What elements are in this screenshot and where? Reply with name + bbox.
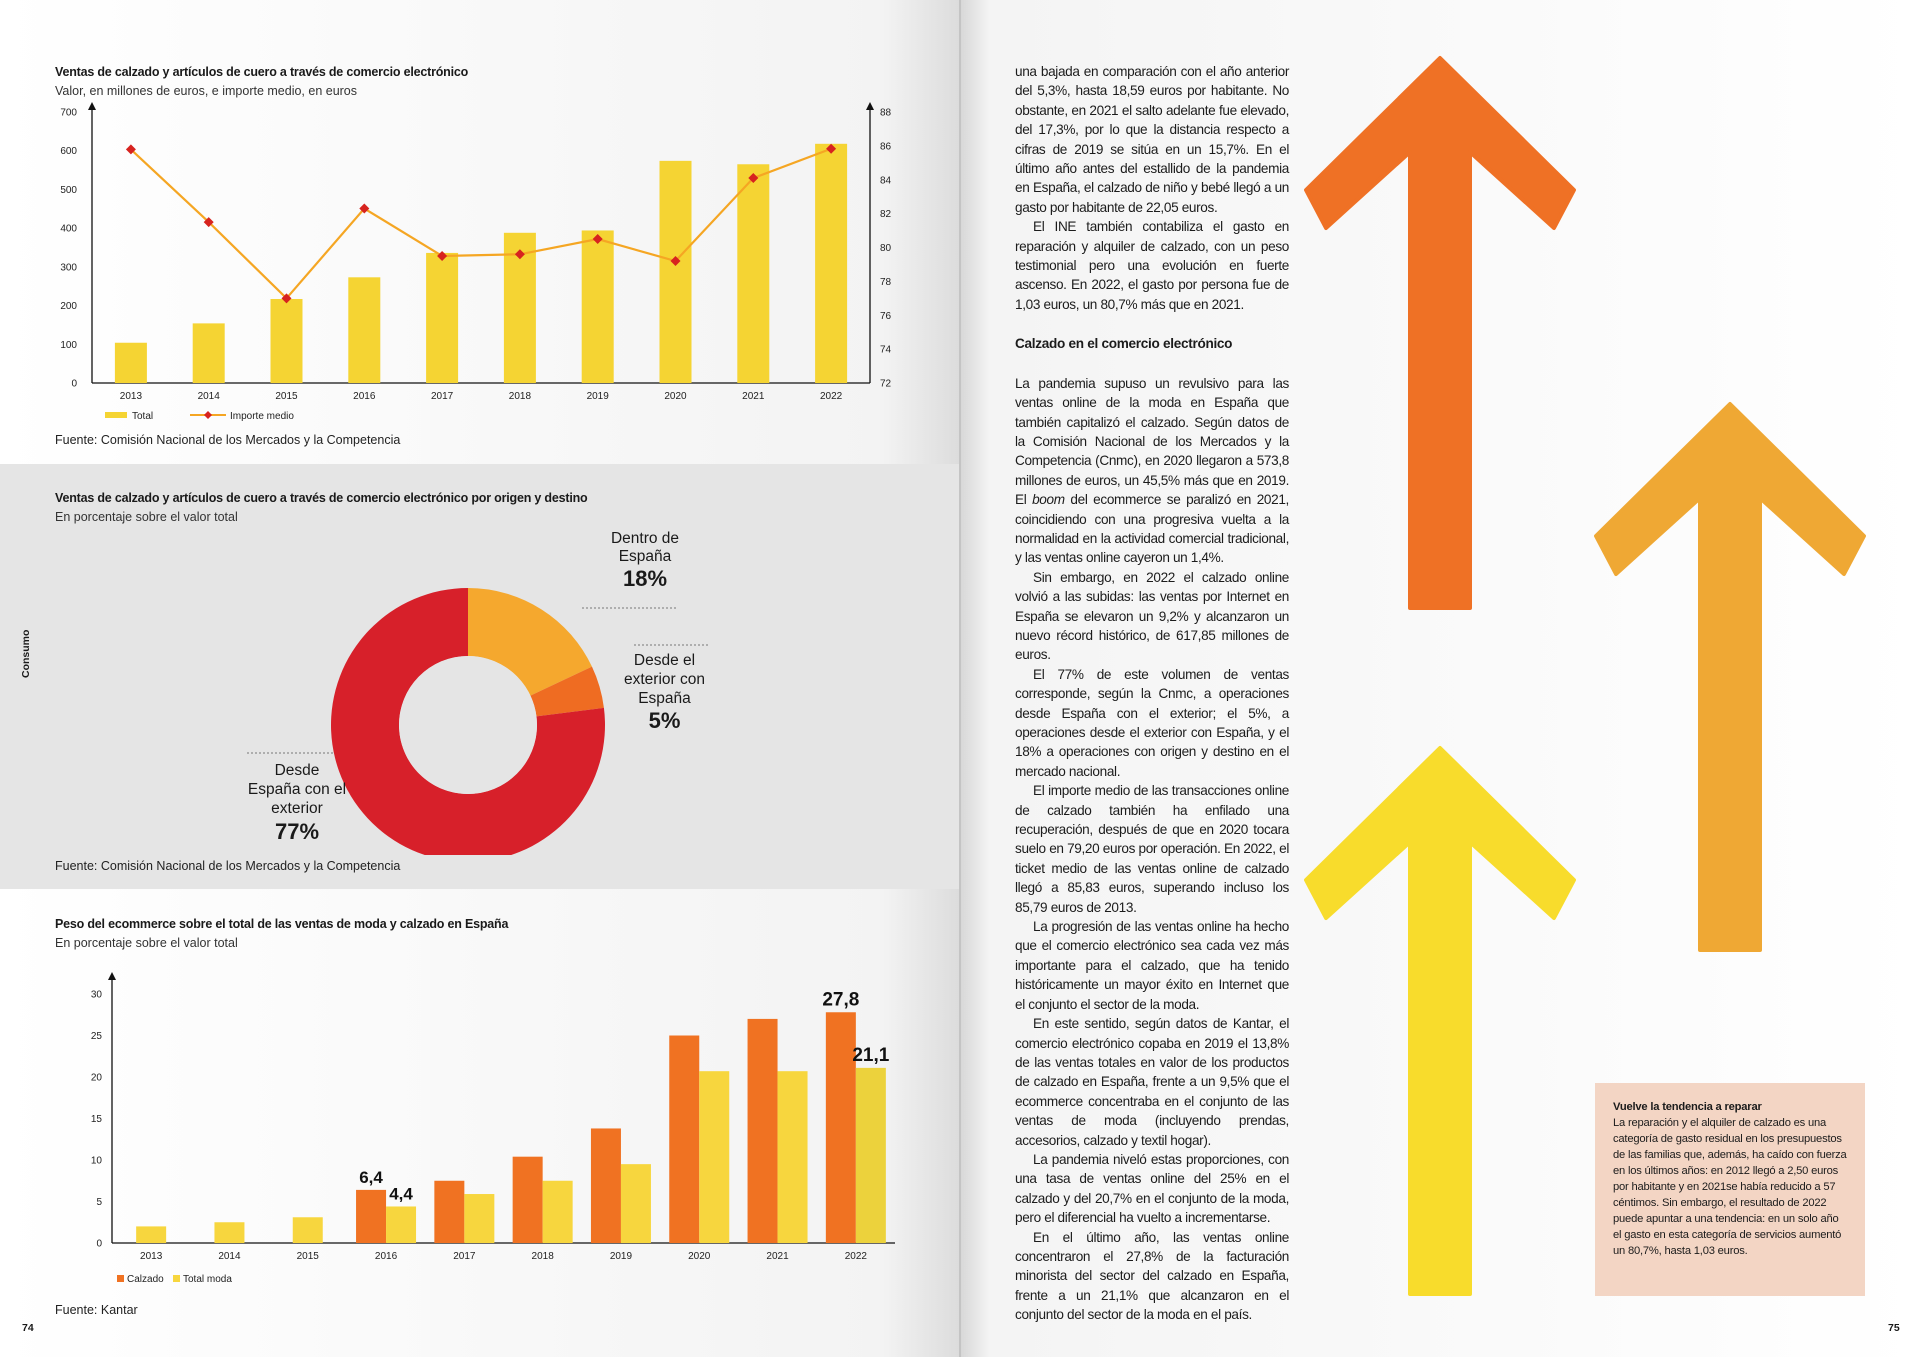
legend-importe-marker: [204, 411, 212, 419]
x-tick-label: 2015: [275, 391, 298, 402]
y-axis-arrow-icon: [88, 102, 96, 110]
legend-calzado-label: Calzado: [127, 1274, 164, 1285]
y2-tick-label: 74: [880, 344, 892, 356]
bar-total: [582, 230, 614, 383]
y-tick-label: 500: [60, 184, 77, 196]
y2-tick-label: 86: [880, 141, 892, 153]
article-body: [1015, 62, 1289, 1325]
legend-total-label: Total: [132, 411, 154, 422]
y-tick-label: 200: [60, 301, 77, 313]
bar-total-moda: [386, 1206, 416, 1243]
chart3-source: Fuente: Kantar: [55, 1303, 138, 1317]
label-exterior-line1: Desde el: [633, 652, 696, 669]
sidebar-box: [1595, 1083, 1865, 1296]
article-paragraph: Sin embargo, en 2022 el calzado online volvió a las subidas: las ventas por Internet en España se elevaron un 9,2% y alcanzaron un nuevo récord histórico, de 617,85 millones de euros.: [1015, 569, 1289, 663]
bar-total: [737, 164, 769, 383]
y-tick-label: 300: [60, 262, 77, 274]
y-tick-label: 30: [90, 989, 102, 1001]
x-tick-label: 2021: [742, 391, 765, 402]
x-tick-label: 2018: [508, 391, 532, 402]
legend-moda-label: Total moda: [183, 1274, 232, 1285]
x-tick-label: 2019: [586, 391, 609, 402]
label-dentro-line1: Dentro de: [610, 530, 680, 547]
y-tick-label: 600: [60, 146, 77, 158]
x-tick-label: 2020: [688, 1251, 711, 1262]
label-espana-line3: exterior: [271, 800, 323, 817]
chart1-svg: [40, 100, 920, 430]
amber-arrow-icon: [1590, 398, 1870, 958]
label-dentro-line2: España: [618, 548, 672, 565]
chart3-svg: [40, 960, 920, 1290]
label-exterior-line3: España: [638, 690, 691, 707]
article-paragraph: una bajada en comparación con el año anterior del 5,3%, hasta 18,59 euros por habitante. No obstante, en 2021 el salto adelante fue elevado, del 17,3%, por lo que la distancia respecto a cifras de 2019 se sitúa en un 15,7%. En el último año antes del estallido de la pandemia en España, el calzado de niño y bebé llegó a un gasto por habitante de 22,05 euros.: [1015, 64, 1289, 215]
y-tick-label: 100: [60, 339, 77, 351]
bar-total-moda: [621, 1164, 651, 1243]
article-paragraph: En este sentido, según datos de Kantar, el comercio electrónico copaba en 2019 el 13,8% de las ventas totales en valor de los productos de calzado en España, frente a un 9,5% que el ecommerce concentraba en el conjunto de las ventas de moda (incluyendo prendas, accesorios, calzado y textil hogar).: [1015, 1016, 1289, 1148]
bar-total: [193, 323, 225, 383]
bar-calzado: [669, 1036, 699, 1244]
y-tick-label: 0: [96, 1238, 102, 1250]
page-number-left: 74: [22, 1322, 34, 1334]
bar-total: [115, 343, 147, 383]
x-tick-label: 2013: [140, 1251, 163, 1262]
x-tick-label: 2014: [197, 391, 220, 402]
chart2-source: Fuente: Comisión Nacional de los Mercados y la Competencia: [55, 859, 401, 873]
sidebar-title: Vuelve la tendencia a reparar: [1613, 1101, 1762, 1113]
bar-total: [348, 277, 380, 383]
y2-tick-label: 82: [880, 209, 892, 221]
y2-axis-arrow-icon: [866, 102, 874, 110]
sidebar-body: La reparación y el alquiler de calzado es una categoría de gasto residual en los presupuestos de las familias que, además, ha caído con fuerza en los últimos años: en 2012 llegó a 2,50 euros por habitante y en 2021se había reducido a 57 céntimos. Sin embargo, el resultado de 2022 puede apuntar a una tendencia: en un solo año el gasto en esta categoría de servicios aumentó un 80,7%, hasta 1,03 euros.: [1613, 1117, 1847, 1257]
x-tick-label: 2016: [374, 1251, 398, 1262]
article-heading: Calzado en el comercio electrónico: [1015, 336, 1233, 352]
y2-tick-label: 76: [880, 310, 892, 322]
x-tick-label: 2022: [819, 391, 843, 402]
legend-total-swatch: [105, 412, 127, 418]
article-paragraph: La pandemia niveló estas proporciones, con una tasa de ventas online del 25% en el calzado y del 20,7% en el conjunto de la moda, pero el diferencial ha vuelto a incrementarse.: [1015, 1151, 1289, 1226]
data-label: 21,1: [852, 1044, 890, 1066]
y-tick-label: 5: [96, 1197, 102, 1208]
chart1-subtitle: Valor, en millones de euros, e importe medio, en euros: [55, 84, 358, 98]
article-paragraph: [1015, 374, 1289, 568]
label-espana-pct: 77%: [274, 819, 320, 844]
label-dentro-pct: 18%: [622, 566, 668, 591]
bar-calzado: [748, 1019, 778, 1243]
x-tick-label: 2021: [766, 1251, 789, 1262]
page-gutter: [959, 0, 961, 1357]
article-paragraph: El INE también contabiliza el gasto en reparación y alquiler de calzado, con un peso testimonial pero una evolución en fuerte ascenso. En 2022, el gasto por persona fue de 1,03 euros, un 80,7% más que en 2021.: [1015, 219, 1289, 312]
article-text: La pandemia supuso un revulsivo para las ventas online de la moda en España que también capitalizó el calzado. Según datos de la Comisión Nacional de los Mercados y la Competencia (Cnmc), en 2020 llegaron a 573,8 millones de euros, un 45,5% más que en 2019. El: [1015, 375, 1289, 508]
chart2-subtitle: En porcentaje sobre el valor total: [55, 510, 238, 524]
x-tick-label: 2013: [119, 391, 143, 402]
x-tick-label: 2017: [430, 391, 454, 402]
article-paragraph: En el último año, las ventas online concentraron el 27,8% de la facturación minorista del sector del calzado en España, frente a un 21,1% que alcanzaron en el conjunto del sector de la moda en el país.: [1015, 1229, 1289, 1323]
y2-tick-label: 80: [880, 243, 892, 254]
chart3-title: Peso del ecommerce sobre el total de las ventas de moda y calzado en España: [55, 917, 509, 931]
label-exterior: [612, 651, 717, 734]
label-espana: [237, 761, 357, 846]
article-paragraph: El importe medio de las transacciones online de calzado también ha enfilado una recuperación, después de que en 2020 tocara suelo en 79,20 euros por operación. En 2022, el ticket medio de las ventas online de calzado llegó a 85,83 euros, superando incluso los 85,79 euros de 2013.: [1015, 783, 1289, 915]
y2-tick-label: 88: [880, 107, 892, 119]
article-paragraph: El 77% de este volumen de ventas corresponde, según la Cnmc, a operaciones desde España con el exterior; el 5%, a operaciones desde el exterior con España, y el 18% a operaciones con origen y destino en el mercado nacional.: [1015, 666, 1289, 779]
y-tick-label: 10: [90, 1155, 102, 1167]
line-importe-medio: [131, 149, 831, 299]
y-tick-label: 400: [60, 223, 77, 235]
x-tick-label: 2015: [296, 1251, 319, 1262]
label-espana-line1: Desde: [274, 762, 320, 779]
data-label: 4,4: [389, 1184, 413, 1204]
bar-total-moda: [543, 1181, 573, 1243]
bar-total: [815, 144, 847, 383]
bar-calzado: [826, 1012, 856, 1243]
chart2-title: Ventas de calzado y artículos de cuero a través de comercio electrónico por origen y destino: [55, 491, 588, 505]
bar-total: [271, 299, 303, 383]
y2-tick-label: 72: [880, 378, 892, 390]
bar-total: [660, 161, 692, 383]
bar-total-moda: [778, 1071, 808, 1243]
article-text: del ecommerce se paralizó en 2021, coincidiendo con una progresiva vuelta a la normalidad en la actividad comercial tradicional, y las ventas online cayeron un 1,4%.: [1015, 492, 1289, 566]
page-number-right: 75: [1888, 1322, 1900, 1334]
y-tick-label: 20: [90, 1072, 102, 1084]
donut-hole: [399, 656, 537, 794]
orange-arrow-icon: [1300, 52, 1580, 612]
y-axis-arrow-icon: [108, 972, 116, 980]
data-label: 27,8: [822, 989, 860, 1011]
bar-calzado: [356, 1190, 386, 1243]
bar-total-moda: [293, 1217, 323, 1243]
chart1-source: Fuente: Comisión Nacional de los Mercados y la Competencia: [55, 433, 401, 447]
bar-total-moda: [214, 1222, 244, 1243]
x-tick-label: 2016: [353, 391, 376, 402]
x-tick-label: 2020: [664, 391, 687, 402]
article-emphasis: boom: [1032, 492, 1065, 508]
y2-tick-label: 84: [880, 175, 892, 187]
x-tick-label: 2014: [218, 1251, 241, 1262]
label-exterior-line2: exterior con: [624, 671, 705, 688]
label-dentro: [590, 530, 700, 592]
data-label: 6,4: [359, 1167, 383, 1187]
x-tick-label: 2022: [844, 1251, 867, 1262]
legend-calzado-swatch: [117, 1275, 124, 1282]
chart3-subtitle: En porcentaje sobre el valor total: [55, 936, 238, 950]
label-exterior-pct: 5%: [648, 708, 681, 733]
bar-total: [426, 253, 458, 383]
x-tick-label: 2017: [453, 1251, 476, 1262]
chart1-title: Ventas de calzado y artículos de cuero a través de comercio electrónico: [55, 65, 469, 79]
section-label: Consumo: [20, 629, 32, 678]
y2-tick-label: 78: [880, 276, 892, 288]
y-tick-label: 700: [60, 107, 77, 119]
bar-calzado: [591, 1128, 621, 1243]
x-tick-label: 2019: [609, 1251, 633, 1262]
y-tick-label: 0: [71, 378, 77, 390]
yellow-arrow-icon: [1300, 742, 1580, 1302]
x-tick-label: 2018: [531, 1251, 554, 1262]
y-tick-label: 25: [90, 1031, 102, 1042]
legend-moda-swatch: [173, 1275, 180, 1282]
bar-total-moda: [856, 1068, 886, 1243]
bar-total-moda: [136, 1226, 166, 1243]
legend-importe-label: Importe medio: [230, 411, 294, 422]
bar-calzado: [513, 1157, 543, 1243]
bar-calzado: [434, 1181, 464, 1243]
bar-total-moda: [699, 1071, 729, 1243]
article-paragraph: La progresión de las ventas online ha hecho que el comercio electrónico sea cada vez más importante para el calzado, que ha tenido históricamente un mayor éxito en Internet que el conjunto el sector de la moda.: [1015, 919, 1289, 1012]
y-tick-label: 15: [90, 1114, 102, 1125]
label-espana-line2: España con el: [247, 781, 347, 798]
bar-total-moda: [464, 1194, 494, 1243]
